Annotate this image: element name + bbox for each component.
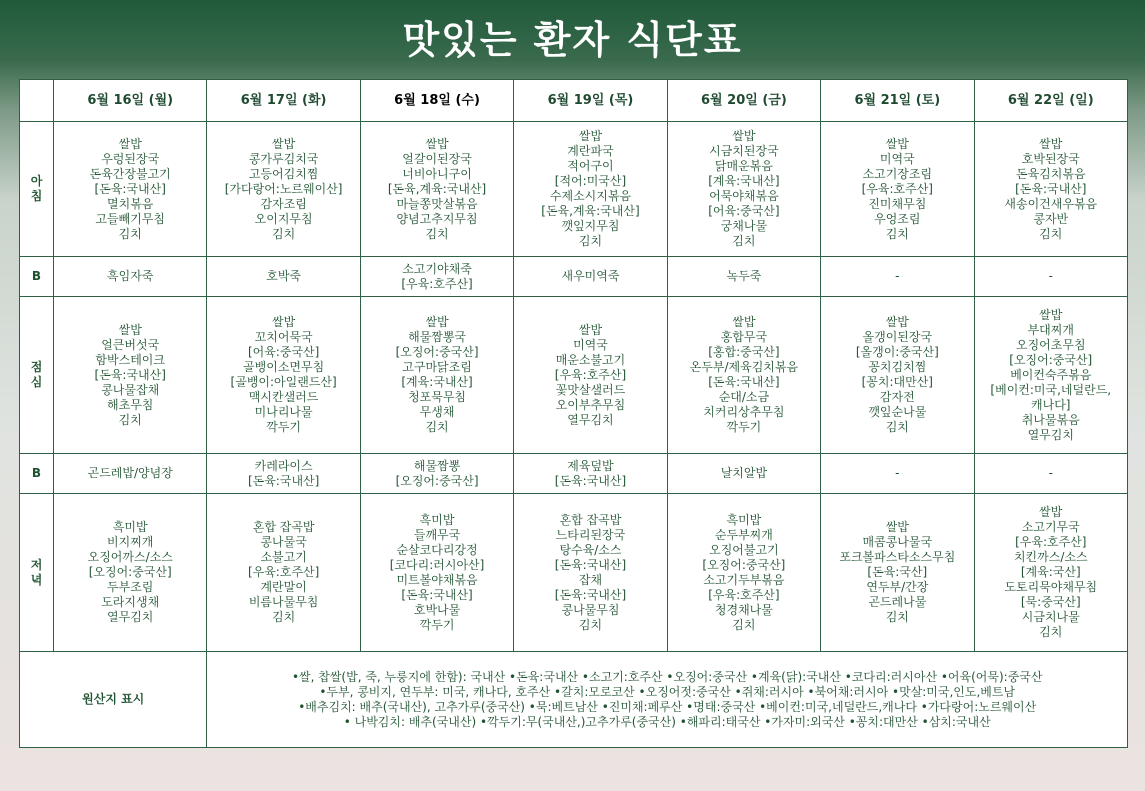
menu-cell [514, 494, 667, 652]
menu-item: [계육:국내산] [708, 174, 780, 188]
menu-cell [207, 494, 360, 652]
menu-item: 소고기장조림 [862, 166, 933, 181]
menu-item: 꽁치김치찜 [868, 360, 927, 374]
menu-item: 마늘쫑맛살볶음 [396, 196, 478, 211]
menu-item: [계육:국산] [1020, 565, 1081, 579]
menu-item: 꽃맛살샐러드 [555, 382, 626, 397]
menu-item: 김치 [578, 617, 603, 632]
menu-item: [돈육:국내산] [554, 557, 627, 572]
menu-item: 시금치나물 [1021, 610, 1080, 624]
menu-cell [514, 257, 667, 297]
menu-item: 얼큰버섯국 [101, 337, 160, 352]
menu-item: 양념고추지무침 [396, 211, 478, 226]
page-title: 맛있는 환자 식단표 [402, 18, 743, 62]
menu-item: 고구마닭조림 [402, 360, 472, 374]
menu-cell [667, 454, 820, 494]
meal-label-char: 점 [30, 360, 43, 374]
menu-item: 비름나물무침 [248, 595, 319, 609]
menu-item: 오징어까스/소스 [87, 550, 173, 564]
menu-item: 적어구이 [567, 159, 614, 173]
menu-item: 소고기무국 [1021, 520, 1080, 534]
menu-item: 베이컨숙주볶음 [1010, 367, 1092, 382]
menu-item: 멸치볶음 [107, 196, 154, 211]
menu-item: [돈육:국내산] [94, 181, 166, 196]
menu-item: [돈육:국내산] [94, 367, 166, 382]
row-dinner [20, 494, 1128, 652]
menu-item: 온두부/제육김치볶음 [689, 360, 799, 374]
menu-item: [올갱이:중국산] [855, 345, 939, 359]
menu-cell [667, 257, 820, 297]
menu-item: 순대/소금 [718, 390, 770, 404]
menu-item: 골뱅이소면무침 [243, 360, 325, 374]
menu-item: 시금치된장국 [709, 144, 779, 158]
menu-item: 해초무침 [107, 397, 154, 412]
menu-item: 감자조림 [260, 196, 307, 211]
menu-item: 콩나물무침 [561, 602, 620, 617]
menu-item: 매운소불고기 [555, 352, 626, 367]
menu-item: 진미채무침 [868, 196, 927, 211]
menu-item: 고등어김치찜 [248, 166, 319, 181]
meal-label [20, 454, 54, 494]
menu-item: 미트볼야채볶음 [396, 572, 478, 587]
menu-item: 쌀밥 [425, 315, 449, 329]
menu-item: 감자전 [879, 390, 915, 404]
menu-item: 콩나물국 [260, 535, 307, 549]
menu-item: 두부조림 [107, 580, 154, 594]
meal-label [20, 257, 54, 297]
row-lunch [20, 297, 1128, 454]
menu-item: 맥시칸샐러드 [248, 390, 319, 404]
menu-item: 닭매운볶음 [714, 159, 773, 173]
menu-item: 호박된장국 [1021, 151, 1080, 166]
menu-item: [코다리:러시아산] [389, 557, 485, 572]
menu-cell [360, 122, 513, 257]
day-header: 6월 18일 (수) [360, 80, 513, 122]
menu-item: 무생채 [419, 405, 455, 419]
menu-item: 쌀밥 [732, 129, 756, 143]
menu-item: 콩자반 [1033, 211, 1069, 226]
menu-cell [974, 494, 1127, 652]
menu-item: 김치 [885, 420, 909, 434]
menu-item: 포크볼파스타소스무침 [839, 550, 956, 564]
menu-item: 김치 [118, 226, 142, 241]
row-snack-afternoon [20, 454, 1128, 494]
menu-item: 녹두죽 [726, 269, 762, 283]
menu-item: 소불고기 [260, 550, 307, 564]
menu-item: 김치 [1039, 226, 1063, 241]
menu-item: 곤드레밥/양념장 [87, 466, 173, 480]
menu-item: 취나물볶음 [1021, 412, 1080, 427]
menu-item: 김치 [732, 617, 756, 632]
menu-item: 곤드레나물 [868, 595, 927, 609]
meal-label [20, 122, 54, 257]
day-header: 6월 16일 (월) [54, 80, 207, 122]
menu-item: 쌀밥 [732, 315, 756, 329]
menu-item: [돈육:국내산] [554, 587, 627, 602]
menu-cell [207, 257, 360, 297]
menu-item: [돈육:국내산] [708, 375, 780, 389]
menu-item: 쌀밥 [425, 136, 449, 151]
row-breakfast [20, 122, 1128, 257]
menu-item: 고들빼기무침 [95, 211, 165, 226]
menu-item: [돈육:국내산] [401, 587, 473, 602]
header-row [20, 80, 1128, 122]
menu-cell [360, 494, 513, 652]
menu-item: 오이지무침 [254, 211, 313, 226]
menu-item: 탕수육/소스 [559, 542, 622, 557]
origin-line: • 나박김치: 배추(국내산) •깍두기:무(국내산,)고추가루(중국산) •해파리:태국산 •가자미:외국산 •꽁치:대만산 •삼치:국내산 [343, 714, 991, 729]
menu-cell [54, 494, 207, 652]
menu-cell [207, 122, 360, 257]
menu-cell [514, 454, 667, 494]
menu-item: 쌀밥 [118, 136, 142, 151]
menu-item: 새송이건새우볶음 [1004, 196, 1098, 211]
menu-item: 혼합 잡곡밥 [252, 520, 315, 534]
menu-item: [꽁치:대만산] [861, 375, 933, 389]
menu-item: 소고기두부볶음 [703, 572, 785, 587]
menu-item: 흑미밥 [419, 512, 455, 527]
menu-item: 카레라이스 [254, 458, 313, 473]
menu-item: 흑미밥 [726, 512, 762, 527]
menu-cell [821, 297, 974, 454]
menu-item: 캐나다] [1031, 397, 1071, 412]
menu-item: [돈육:국내산] [554, 473, 627, 488]
menu-item: 함박스테이크 [95, 352, 165, 367]
menu-item: 깻잎순나물 [868, 405, 927, 419]
menu-item: [베이컨:미국,네덜란드, [990, 382, 1112, 397]
menu-item: 쌀밥 [118, 322, 142, 337]
menu-item: 열무김치 [567, 412, 614, 427]
menu-item: 도라지생채 [101, 595, 160, 609]
menu-item: 들깨무국 [413, 527, 461, 542]
meal-label-char: 녁 [30, 572, 43, 587]
menu-cell [821, 257, 974, 297]
menu-item: [어육:중국산] [708, 204, 780, 218]
menu-item: 제육덮밥 [567, 458, 614, 473]
menu-item: 흑임자죽 [107, 269, 154, 283]
menu-item: 잡채 [578, 572, 603, 587]
menu-item: 김치 [425, 420, 449, 434]
menu-item: 비지찌개 [107, 535, 154, 549]
menu-item: 수제소시지볶음 [549, 189, 632, 203]
menu-item: 매콤콩나물국 [862, 535, 933, 549]
meal-label-char: 침 [30, 189, 43, 203]
menu-item: [돈육:국내산] [1015, 181, 1087, 196]
menu-item: 돈육간장불고기 [89, 166, 171, 181]
menu-item: 쌀밥 [885, 136, 909, 151]
menu-item: [우육:호주산] [554, 367, 627, 382]
menu-cell [360, 454, 513, 494]
menu-item: 쌀밥 [578, 129, 603, 143]
menu-item: 도토리묵야채무침 [1004, 580, 1098, 594]
day-header: 6월 20일 (금) [667, 80, 820, 122]
menu-cell [974, 297, 1127, 454]
menu-item: 부대찌개 [1027, 322, 1074, 337]
menu-item: 김치 [885, 226, 909, 241]
menu-item: 열무김치 [1027, 427, 1074, 442]
menu-item: 쌀밥 [272, 136, 296, 151]
menu-item: - [895, 466, 900, 480]
meal-label-char: 심 [30, 375, 43, 389]
menu-item: 순살코다리강정 [396, 542, 478, 557]
menu-item: 깍두기 [726, 420, 762, 434]
menu-item: 쌀밥 [885, 315, 909, 329]
menu-item: 쌀밥 [1039, 136, 1063, 151]
menu-item: 새우미역죽 [561, 269, 620, 283]
menu-item: - [1048, 466, 1053, 480]
menu-item: 청포묵무침 [408, 390, 467, 404]
origin-line: •쌀, 찹쌀(밥, 죽, 누룽지에 한함): 국내산 •돈육:국내산 •소고기:호주산 •오징어:중국산 •계육(닭):국내산 •코다리:러시아산 •어육(어묵):중국산 [291, 669, 1043, 684]
menu-item: 청경채나물 [714, 602, 773, 617]
menu-item: [돈육:국내산] [247, 473, 320, 488]
menu-item: 홍합무국 [720, 330, 768, 344]
menu-item: 미역국 [879, 151, 915, 166]
menu-item: [가다랑어:노르웨이산] [224, 181, 343, 196]
menu-item: 호박죽 [266, 269, 302, 283]
menu-item: [우육:호주산] [861, 181, 933, 196]
menu-item: [오징어:중국산] [702, 557, 786, 572]
menu-item: 연두부/간장 [866, 580, 929, 594]
menu-item: 김치 [885, 610, 909, 624]
menu-item: 돈육김치볶음 [1015, 166, 1086, 181]
meal-label-char: B [31, 269, 42, 283]
menu-item: 느타리된장국 [555, 527, 626, 542]
menu-cell [667, 297, 820, 454]
meal-label-char: 저 [30, 557, 43, 572]
menu-cell [667, 494, 820, 652]
menu-cell [360, 257, 513, 297]
menu-item: 열무김치 [107, 610, 154, 624]
menu-item: 미역국 [573, 337, 608, 352]
menu-item: 미나리나물 [254, 405, 313, 419]
menu-item: 쌀밥 [1039, 505, 1063, 519]
menu-item: 너비아니구이 [402, 166, 472, 181]
menu-item: - [895, 269, 900, 283]
menu-item: 김치 [425, 226, 449, 241]
day-header: 6월 22일 (일) [974, 80, 1127, 122]
day-header: 6월 19일 (목) [514, 80, 667, 122]
menu-cell [207, 297, 360, 454]
corner-cell [20, 80, 54, 122]
menu-cell [974, 454, 1127, 494]
menu-cell [54, 257, 207, 297]
menu-item: 오징어불고기 [709, 542, 779, 557]
menu-item: 깍두기 [266, 420, 302, 434]
menu-cell [360, 297, 513, 454]
menu-item: [우육:호주산] [401, 276, 473, 291]
menu-item: 깻잎지무침 [561, 219, 620, 233]
menu-item: [묵:중국산] [1020, 595, 1081, 609]
menu-item: [우육:호주산] [1015, 535, 1087, 549]
menu-item: [우육:호주산] [247, 565, 320, 579]
menu-item: 깍두기 [419, 617, 455, 632]
menu-item: 해물짬뽕국 [408, 330, 467, 344]
menu-item: [오징어:중국산] [1009, 352, 1093, 367]
day-header: 6월 17일 (화) [207, 80, 360, 122]
menu-item: 날치알밥 [720, 466, 768, 480]
menu-item: 김치 [1039, 625, 1063, 639]
menu-item: 쌀밥 [578, 322, 603, 337]
menu-item: 꼬치어묵국 [254, 330, 313, 344]
meal-label [20, 297, 54, 454]
menu-item: [돈육,계육:국내산] [541, 204, 640, 218]
menu-item: 올갱이된장국 [862, 330, 933, 344]
row-snack-morning [20, 257, 1128, 297]
menu-cell [54, 297, 207, 454]
menu-item: 김치 [118, 412, 142, 427]
menu-item: 순두부찌개 [714, 527, 773, 542]
menu-cell [514, 122, 667, 257]
menu-item: 호박나물 [413, 602, 461, 617]
menu-item: 얼갈이된장국 [402, 151, 472, 166]
menu-item: 우렁된장국 [101, 151, 160, 166]
menu-item: [오징어:중국산] [88, 565, 172, 579]
menu-item: 오이부추무침 [555, 397, 626, 412]
menu-cell [54, 454, 207, 494]
origin-label: 원산지 표시 [20, 652, 207, 748]
menu-cell [54, 122, 207, 257]
menu-item: 계란말이 [260, 580, 307, 594]
menu-item: 치킨까스/소스 [1013, 550, 1088, 564]
menu-cell [514, 297, 667, 454]
menu-item: 콩가루김치국 [248, 151, 319, 166]
menu-item: [돈육:국산] [867, 565, 928, 579]
menu-item: [오징어:중국산] [395, 473, 479, 488]
menu-cell [821, 122, 974, 257]
menu-item: 쌀밥 [885, 520, 909, 534]
menu-item: [돈육,계육:국내산] [387, 181, 487, 196]
menu-item: - [1048, 269, 1053, 283]
menu-item: 치커리상추무침 [703, 405, 785, 419]
meal-label-char: 아 [30, 174, 43, 188]
menu-item: 쌀밥 [1039, 307, 1063, 322]
menu-item: 김치 [578, 234, 603, 248]
row-origin [20, 652, 1128, 748]
menu-item: [우육:호주산] [708, 587, 780, 602]
menu-item: [어육:중국산] [247, 345, 320, 359]
menu-item: [골뱅이:아일랜드산] [230, 375, 337, 389]
menu-item: 쌀밥 [272, 315, 296, 329]
menu-item: [오징어:중국산] [395, 345, 479, 359]
menu-item: 궁채나물 [720, 219, 768, 233]
origin-line: •배추김치: 배추(국내산), 고추가루(중국산) •묵:베트남산 •진미채:페루산 •명태:중국산 •베이컨:미국,네덜란드,캐나다 •가다랑어:노르웨이산 [298, 699, 1037, 714]
menu-cell [821, 494, 974, 652]
menu-item: 김치 [272, 610, 296, 624]
menu-item: 소고기야채죽 [402, 261, 472, 276]
menu-cell [974, 257, 1127, 297]
menu-item: [계육:국내산] [401, 375, 473, 389]
menu-item: 김치 [272, 226, 296, 241]
menu-item: [적어:미국산] [554, 174, 627, 188]
menu-item: 혼합 잡곡밥 [559, 512, 622, 527]
menu-cell [667, 122, 820, 257]
menu-cell [974, 122, 1127, 257]
menu-item: 계란파국 [567, 144, 614, 158]
menu-item: [홍합:중국산] [708, 345, 780, 359]
menu-cell [821, 454, 974, 494]
meal-plan-table [19, 79, 1128, 748]
origin-line: •두부, 콩비지, 연두부: 미국, 캐나다, 호주산 •갈치:모로코산 •오징어젓:중국산 •쥐채:러시아 •북어채:러시아 •맛살:미국,인도,베트남 [319, 684, 1016, 699]
meal-label-char: B [31, 466, 42, 480]
menu-item: 해물짬뽕 [413, 458, 461, 473]
origin-notes [207, 652, 1128, 748]
menu-item: 콩나물잡채 [101, 382, 160, 397]
menu-item: 김치 [732, 234, 756, 248]
menu-item: 우엉조림 [874, 211, 921, 226]
menu-item: 어묵야채볶음 [709, 189, 779, 203]
day-header: 6월 21일 (토) [821, 80, 974, 122]
menu-item: 흑미밥 [112, 520, 148, 534]
menu-item: 오징어초무침 [1015, 337, 1086, 352]
menu-cell [207, 454, 360, 494]
meal-label [20, 494, 54, 652]
